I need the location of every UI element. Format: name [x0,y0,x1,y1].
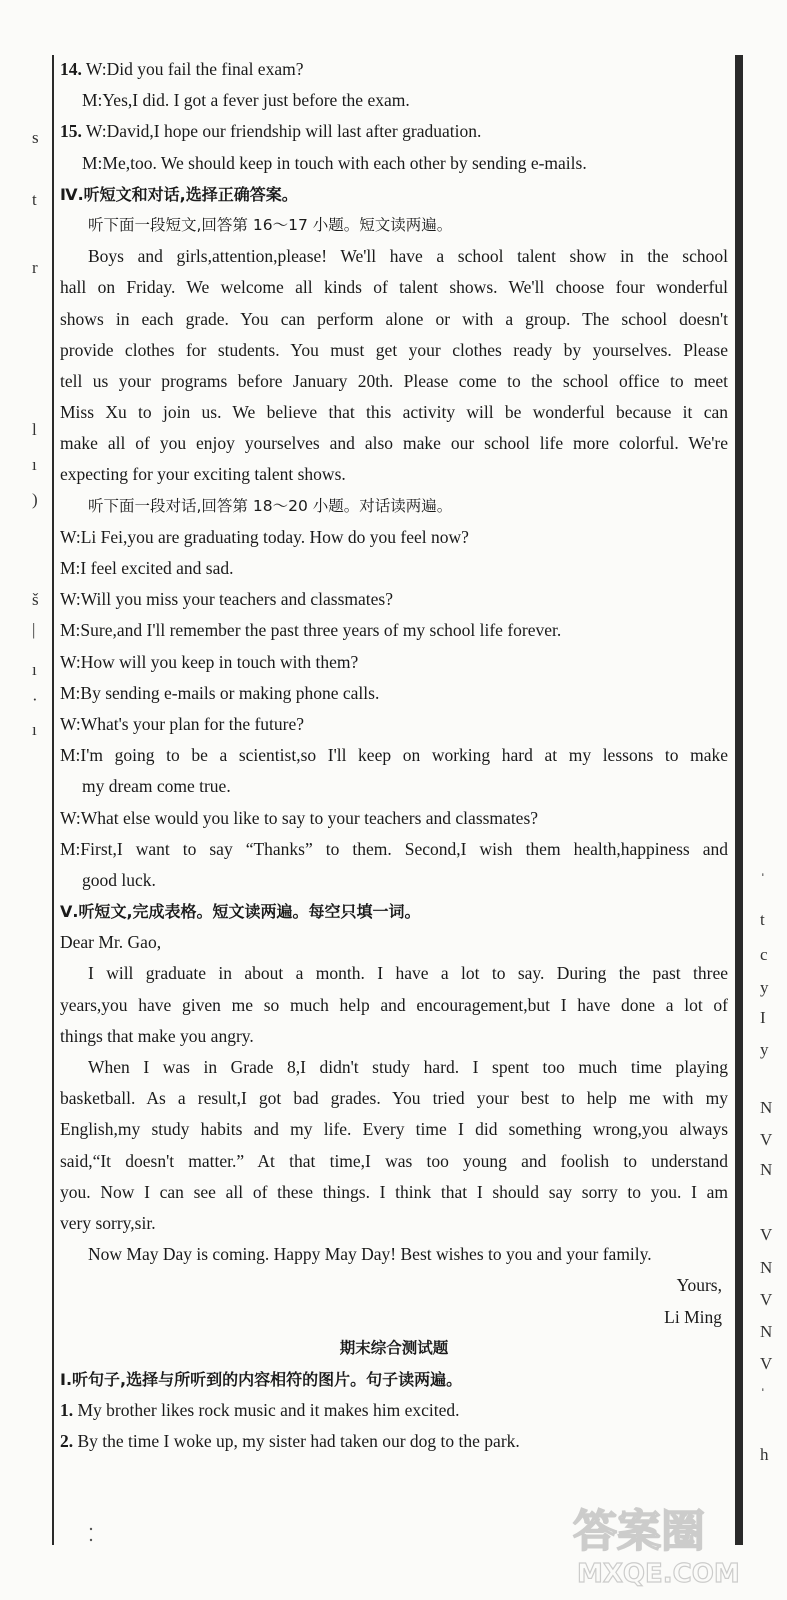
edge-fragment: y [760,1040,769,1059]
text-line: Yours, [676,1275,722,1296]
edge-fragment: N [760,1258,773,1277]
text-line: M:I feel excited and sad. [60,558,234,578]
text-line: basketball. As a result,I got bad grades. You tried your best to help me with my [60,1088,728,1109]
text-line: make all of you enjoy yourselves and also make our school life more colorful. We're [60,433,728,454]
text-line: 听下面一段短文,回答第 16～17 小题。短文读两遍。 [88,215,453,234]
text-line: M:Me,too. We should keep in touch with each other by sending e-mails. [82,152,587,173]
text-line: When I was in Grade 8,I didn't study hard. I spent too much time playing [88,1057,728,1077]
text-line: I will graduate in about a month. I have a lot to say. During the past three [88,963,728,984]
text-line: W:What else would you like to say to your teachers and classmates? [60,807,539,828]
text-line: W:Li Fei,you are graduating today. How do you feel now? [60,526,469,547]
edge-fragment: V [760,1225,773,1244]
edge-fragment: t [760,910,765,929]
edge-fragment: N [760,1098,773,1117]
edge-fragment: h [760,1445,769,1464]
text-line: Dear Mr. Gao, [60,932,162,953]
text-line: things that make you angry. [60,1025,254,1046]
text-line: said,“It doesn't matter.” At that time,I was too young and foolish to understand [60,1150,728,1171]
edge-fragment: N [760,1322,773,1341]
text-line: very sorry,sir. [60,1212,156,1233]
edge-fragment: N [760,1160,773,1179]
edge-fragment: ˈ [760,870,766,889]
edge-fragment: | [32,620,36,639]
edge-fragment: t [32,190,37,209]
text-line: W:Will you miss your teachers and classmates? [60,589,393,610]
edge-fragment: ı [32,720,37,739]
text-line: provide clothes for students. You must get your clothes ready by yourselves. Please [60,339,728,360]
text-line: you. Now I can see all of these things. I think that I should say sorry to you. I am [60,1181,728,1202]
edge-fragment: V [760,1354,773,1373]
text-line: M:First,I want to say “Thanks” to them. Second,I wish them health,happiness and [60,838,728,859]
text-line: Now May Day is coming. Happy May Day! Best wishes to you and your family. [88,1244,652,1265]
edge-fragment: ˈ [760,1385,766,1404]
text-line: shows in each grade. You can perform alone or with a group. The school doesn't [60,308,728,329]
text-line: Boys and girls,attention,please! We'll have a school talent show in the school [88,246,728,267]
text-line: 1. My brother likes rock music and it makes him excited. [60,1400,460,1421]
text-line: my dream come true. [82,776,231,797]
text-line: 2. By the time I woke up, my sister had taken our dog to the park. [60,1431,520,1452]
edge-fragment: š [32,590,39,609]
text-line: expecting for your exciting talent shows. [60,464,346,485]
text-line: M:Yes,I did. I got a fever just before the exam. [82,90,410,111]
text-line: Miss Xu to join us. We believe that this activity will be wonderful because it can [60,402,728,423]
text-line: W:How will you keep in touch with them? [60,651,359,672]
edge-fragment: · [32,690,38,709]
left-margin-rule [52,55,54,1545]
text-line: good luck. [82,869,156,890]
text-line: M:By sending e-mails or making phone calls. [60,682,380,703]
text-line: M:I'm going to be a scientist,so I'll keep on working hard at my lessons to make [60,745,728,766]
text-line: hall on Friday. We welcome all kinds of talent shows. We'll choose four wonderful [60,277,728,298]
edge-fragment: c [760,945,768,964]
edge-fragment: y [760,978,769,997]
edge-fragment: r [32,258,38,277]
text-line: years,you have given me so much help and encouragement,but I have done a lot of [60,994,728,1015]
text-line: Li Ming [664,1306,722,1327]
watermark-url-text: MXQE.COM [577,1559,740,1589]
text-line: English,my study habits and my life. Every time I did something wrong,you always [60,1119,728,1140]
text-line: 期末综合测试题 [339,1338,449,1357]
edge-fragment: V [760,1290,773,1309]
edge-fragment: ı [32,455,37,474]
text-line: tell us your programs before January 20th. Please come to the school office to meet [60,370,728,391]
edge-fragment: l [32,420,37,439]
text-line: 14. W:Did you fail the final exam? [60,59,304,79]
text-line: Ⅰ.听句子,选择与所听到的内容相符的图片。句子读两遍。 [60,1369,463,1389]
text-line: 15. W:David,I hope our friendship will last after graduation. [60,121,482,142]
right-margin-rule [735,55,743,1545]
text-line: W:What's your plan for the future? [60,713,305,734]
edge-fragment: V [760,1130,773,1149]
text-line: M:Sure,and I'll remember the past three years of my school life forever. [60,620,562,641]
document-body [60,54,728,1457]
edge-fragment: s [32,128,39,147]
edge-fragment: ) [32,490,38,509]
watermark-logo [565,1500,775,1590]
text-line: Ⅳ.听短文和对话,选择正确答案。 [60,184,298,204]
text-line: Ⅴ.听短文,完成表格。短文读两遍。每空只填一词。 [60,902,421,922]
edge-fragment: ı [32,660,37,679]
watermark-logo-text: 答案圈 [573,1506,705,1557]
edge-fragment: I [760,1008,766,1027]
text-line: 听下面一段对话,回答第 18～20 小题。对话读两遍。 [88,496,453,515]
stray-dots [88,1525,94,1545]
